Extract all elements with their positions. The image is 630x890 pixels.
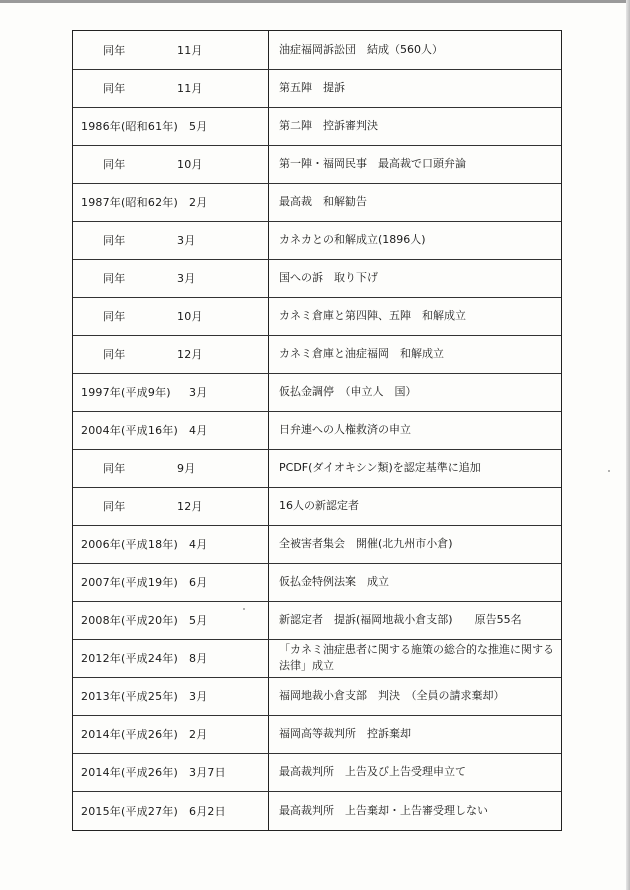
date-cell — [73, 107, 268, 145]
event-cell: 全被害者集会 開催(北九州市小倉) — [279, 537, 453, 550]
date-month: 10月 — [177, 158, 203, 171]
row-divider — [73, 677, 561, 678]
date-year: 同年 — [103, 310, 126, 323]
date-cell — [73, 563, 268, 601]
date-month: 6月2日 — [189, 805, 226, 818]
date-month: 4月 — [189, 538, 208, 551]
table-row — [73, 31, 561, 69]
date-cell — [73, 525, 268, 563]
date-month: 10月 — [177, 310, 203, 323]
date-year: 同年 — [103, 348, 126, 361]
date-cell — [73, 297, 268, 335]
scan-speck — [608, 470, 610, 472]
date-year: 1986年(昭和61年) — [81, 120, 178, 133]
event-cell: 最高裁判所 上告及び上告受理申立て — [279, 765, 466, 778]
date-cell — [73, 715, 268, 753]
date-year: 同年 — [103, 44, 126, 57]
date-month: 2月 — [189, 728, 208, 741]
date-cell — [73, 791, 268, 831]
row-divider — [73, 107, 561, 108]
event-cell: 16人の新認定者 — [279, 499, 359, 512]
table-row — [73, 221, 561, 259]
date-year: 同年 — [103, 462, 126, 475]
row-divider — [73, 753, 561, 754]
date-month: 5月 — [189, 614, 208, 627]
scan-speck — [243, 608, 245, 610]
table-row — [73, 449, 561, 487]
row-divider — [73, 411, 561, 412]
chronology-table — [72, 30, 562, 831]
table-row — [73, 525, 561, 563]
scan-top-edge — [0, 0, 630, 3]
event-cell: 油症福岡訴訟団 結成（560人） — [279, 43, 443, 56]
event-cell: 第一陣・福岡民事 最高裁で口頭弁論 — [279, 157, 466, 170]
row-divider — [73, 145, 561, 146]
event-cell: 第二陣 控訴審判決 — [279, 119, 378, 132]
row-divider — [73, 259, 561, 260]
date-cell — [73, 601, 268, 639]
row-divider — [73, 335, 561, 336]
table-row — [73, 715, 561, 753]
row-divider — [73, 69, 561, 70]
table-row — [73, 183, 561, 221]
table-row — [73, 753, 561, 791]
date-cell — [73, 677, 268, 715]
date-cell — [73, 373, 268, 411]
table-row — [73, 411, 561, 449]
date-cell — [73, 639, 268, 677]
event-cell: 「カネミ油症患者に関する施策の総合的な推進に関する法律」成立 — [279, 643, 554, 672]
event-cell: 最高裁判所 上告棄却・上告審受理しない — [279, 804, 488, 817]
date-month: 9月 — [177, 462, 196, 475]
date-cell — [73, 221, 268, 259]
date-cell — [73, 411, 268, 449]
date-year: 1997年(平成9年) — [81, 386, 171, 399]
date-cell — [73, 259, 268, 297]
date-cell — [73, 753, 268, 791]
date-month: 3月 — [189, 386, 208, 399]
row-divider — [73, 791, 561, 792]
date-cell — [73, 31, 268, 69]
event-cell: 第五陣 提訴 — [279, 81, 345, 94]
date-cell — [73, 145, 268, 183]
event-cell: 新認定者 提訴(福岡地裁小倉支部) 原告55名 — [279, 613, 522, 626]
date-cell — [73, 69, 268, 107]
date-month: 12月 — [177, 348, 203, 361]
event-cell: 仮払金特例法案 成立 — [279, 575, 389, 588]
table-row — [73, 259, 561, 297]
event-cell: PCDF(ダイオキシン類)を認定基準に追加 — [279, 461, 481, 474]
date-month: 12月 — [177, 500, 203, 513]
date-year: 2014年(平成26年) — [81, 728, 178, 741]
event-cell: 国への訴 取り下げ — [279, 271, 378, 284]
event-cell: 仮払金調停 （申立人 国） — [279, 385, 417, 398]
date-year: 2006年(平成18年) — [81, 538, 178, 551]
date-cell — [73, 335, 268, 373]
date-year: 2004年(平成16年) — [81, 424, 178, 437]
row-divider — [73, 487, 561, 488]
date-month: 4月 — [189, 424, 208, 437]
date-month: 8月 — [189, 652, 208, 665]
date-month: 5月 — [189, 120, 208, 133]
event-cell: カネミ倉庫と油症福岡 和解成立 — [279, 347, 444, 360]
table-row — [73, 69, 561, 107]
date-year: 2013年(平成25年) — [81, 690, 178, 703]
row-divider — [73, 601, 561, 602]
date-cell — [73, 487, 268, 525]
table-row — [73, 639, 561, 677]
table-row — [73, 487, 561, 525]
date-month: 6月 — [189, 576, 208, 589]
row-divider — [73, 525, 561, 526]
date-year: 2007年(平成19年) — [81, 576, 178, 589]
date-month: 3月 — [177, 234, 196, 247]
date-cell — [73, 449, 268, 487]
row-divider — [73, 563, 561, 564]
date-month: 3月 — [177, 272, 196, 285]
table-row — [73, 145, 561, 183]
row-divider — [73, 297, 561, 298]
date-month: 3月7日 — [189, 766, 226, 779]
date-year: 同年 — [103, 234, 126, 247]
date-year: 2012年(平成24年) — [81, 652, 178, 665]
date-year: 1987年(昭和62年) — [81, 196, 178, 209]
date-year: 2008年(平成20年) — [81, 614, 178, 627]
row-divider — [73, 373, 561, 374]
date-year: 同年 — [103, 500, 126, 513]
event-cell: 福岡地裁小倉支部 判決 （全員の請求棄却） — [279, 689, 505, 702]
event-cell: カネミ倉庫と第四陣、五陣 和解成立 — [279, 309, 466, 322]
table-row — [73, 601, 561, 639]
date-year: 同年 — [103, 158, 126, 171]
date-month: 2月 — [189, 196, 208, 209]
date-year: 2015年(平成27年) — [81, 805, 178, 818]
row-divider — [73, 221, 561, 222]
table-row — [73, 297, 561, 335]
table-row — [73, 335, 561, 373]
event-cell: 最高裁 和解勧告 — [279, 195, 367, 208]
date-year: 同年 — [103, 272, 126, 285]
row-divider — [73, 639, 561, 640]
date-year: 2014年(平成26年) — [81, 766, 178, 779]
row-divider — [73, 715, 561, 716]
table-row — [73, 107, 561, 145]
table-row — [73, 677, 561, 715]
table-row — [73, 791, 561, 831]
date-month: 3月 — [189, 690, 208, 703]
date-year: 同年 — [103, 82, 126, 95]
event-cell: 日弁連への人権救済の申立 — [279, 423, 411, 436]
row-divider — [73, 449, 561, 450]
date-cell — [73, 183, 268, 221]
scan-right-edge — [626, 0, 630, 890]
table-row — [73, 373, 561, 411]
date-month: 11月 — [177, 44, 203, 57]
date-month: 11月 — [177, 82, 203, 95]
event-cell: 福岡高等裁判所 控訴棄却 — [279, 727, 411, 740]
table-row — [73, 563, 561, 601]
row-divider — [73, 183, 561, 184]
event-cell: カネカとの和解成立(1896人) — [279, 233, 426, 246]
